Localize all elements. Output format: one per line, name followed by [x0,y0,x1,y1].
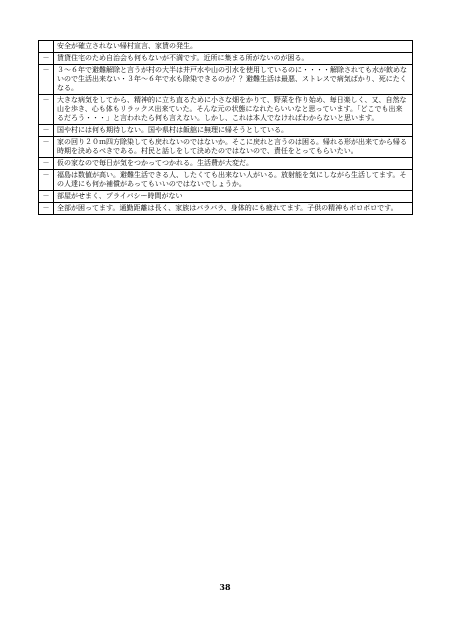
table-row [39,125,413,137]
row-text: 家の回り２０ｍ四方除染しても戻れないのではないか。そこに戻れと言うのは困る。帰れる形が出来てから帰る時期を決めるべきである。村民と話しをして決めたのではないので、責任をとってもらいたい。 [54,137,413,158]
row-text: 福島は数値が高い。避難生活できる人、したくても出来ない人がいる。放射能を気にしながら生活してます。その人達にも何か補償があってもいいのではないでしょうか。 [54,170,413,191]
table-row [39,137,413,158]
page-number: 38 [219,582,231,592]
row-text: 賃貸住宅のため自治会も何もないが不満です。近所に集まる所がないのが困る。 [54,53,413,65]
row-mark: － [39,53,54,65]
row-mark: － [39,170,54,191]
table-row [39,53,413,65]
row-text: 部屋がせまく、プライバシー時間がない [54,191,413,203]
row-mark: － [39,158,54,170]
comments-table [38,40,413,215]
row-mark: － [39,125,54,137]
table-row [39,170,413,191]
row-text: 全部が困ってます。通勤距離は長く、家族はバラバラ、身体的にも疲れてます。子供の精神もボロボロです。 [54,203,413,215]
row-text: 国や村には何も期待しない。国や県村は飯舘に無理に帰そうとしている。 [54,125,413,137]
table-row [39,65,413,95]
row-text: 仮の家なので毎日が気をつかってつかれる。生活費が大変だ。 [54,158,413,170]
table-row [39,41,413,53]
table-row [39,203,413,215]
table-row [39,95,413,125]
row-mark: － [39,137,54,158]
row-mark: － [39,203,54,215]
table-row [39,158,413,170]
row-mark: － [39,65,54,95]
row-text: ３～６年で避難解除と言うが村の大半は井戸水や山の引水を使用しているのに・・・・解除されても水が飲めないので生活出来ない・３年～６年で水も除染できるのか？？避難生活は最悪、ストレスで病気ばかり、死にたくなる。 [54,65,413,95]
row-text: 大きな病気をしてから、精神的に立ち直るために小さな畑をかりて、野菜を作り始め、毎日楽しく、又、自然な山を歩き、心も体もリラックス出来ていた。そんな元の状態になれたらいいなと思っています。「どこでも出来るだろう・・・」と言われたら何も言えない。しかし、これは本人でなければわからないと思います。 [54,95,413,125]
row-text: 安全が確立されない帰村宣言、家賃の発生。 [54,41,413,53]
row-mark: － [39,95,54,125]
row-mark: － [39,191,54,203]
row-mark [39,41,54,53]
table-row [39,191,413,203]
